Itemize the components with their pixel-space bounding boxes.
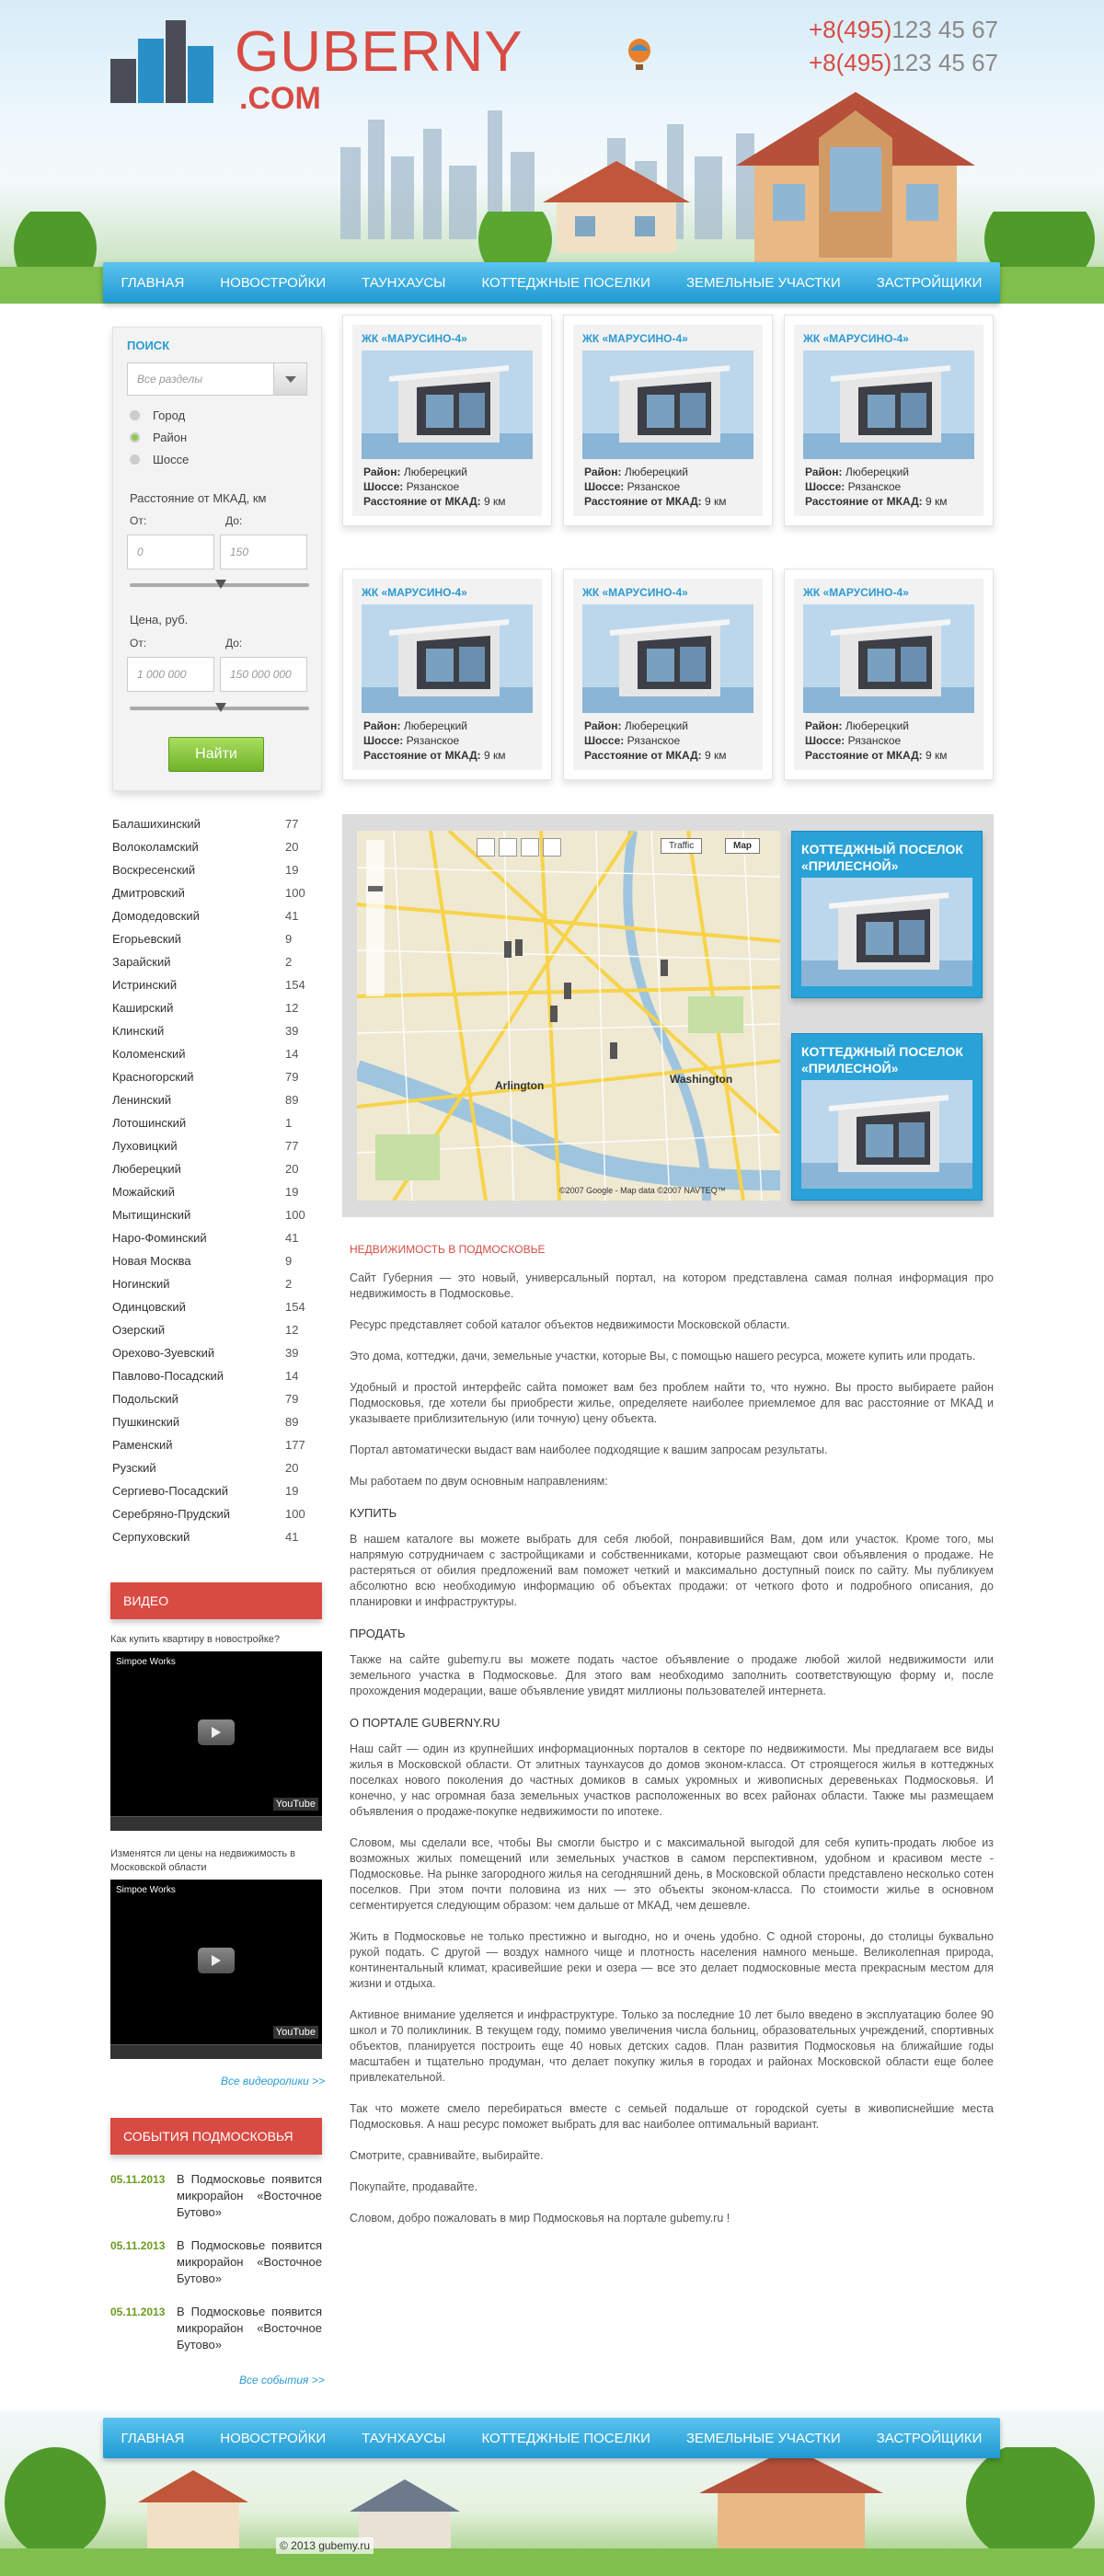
video-channel: Simpoe Works [116,1657,176,1667]
card-body [794,325,983,516]
video-caption[interactable]: Изменятся ли цены на недвижимость в Московской области [110,1848,295,1873]
logo-icon [110,20,216,103]
radio-icon [130,454,140,465]
district-name[interactable]: Красногорский [112,1070,194,1084]
district-row[interactable] [112,1134,313,1157]
map-tools [477,838,561,857]
district-name[interactable]: Дмитровский [112,886,185,900]
paragraph: Удобный и простой интерфейс сайта поможет вам без проблем найти то, что нужно. Вы просто выбираете район Подмосковья, где хотели бы приобрести жилье, определяете наиболее приемлемое для вас расстояние от МКАД и указываете приблизительную (или точную) цену объекта. [350,1381,994,1425]
paragraph: Словом, добро пожаловать в мир Подмосковья на портале gubemy.ru ! [350,2212,730,2225]
district-count: 19 [285,863,299,877]
district-name[interactable]: Подольский [112,1392,178,1406]
card-image[interactable] [362,351,533,459]
card-image[interactable] [362,604,533,713]
district-count: 79 [285,1070,299,1084]
district-count: 100 [285,1507,305,1521]
paragraph: Это дома, коттеджи, дачи, земельные участки, которые Вы, с помощью нашего ресурса, можете купить или продать. [350,1350,976,1363]
price-to-label: До: [225,637,243,650]
video-player[interactable] [110,1651,322,1831]
nav-link-developers[interactable]: ЗАСТРОЙЩИКИ [876,274,983,291]
property-card[interactable] [563,569,773,780]
paragraph: Ресурс представляет собой каталог объектов недвижимости Московской области. [350,1318,790,1331]
property-card[interactable] [563,315,773,526]
nav-link-home[interactable]: ГЛАВНАЯ [121,2430,185,2446]
district-name[interactable]: Пушкинский [112,1415,180,1429]
nav-link-new-buildings[interactable]: НОВОСТРОЙКИ [220,2430,327,2446]
district-row[interactable] [112,881,313,904]
hot-air-balloon-icon [626,39,653,72]
radio-icon [130,410,140,420]
card-body [352,579,542,770]
district-row[interactable] [112,1019,313,1042]
logo-domain: .COM [239,81,321,116]
marker-tool-icon[interactable] [499,838,517,857]
phone-1[interactable]: +8(495)123 45 67 [808,16,998,43]
promo-image [801,878,972,986]
district-name[interactable]: Балашихинский [112,817,201,831]
promo-card[interactable] [791,831,983,998]
district-row[interactable] [112,973,313,996]
district-count: 20 [285,840,299,854]
paragraph: Так что можете смело перебираться вместе с семьей подальше от городской суеты в живописнейшие места Подмосковья. А наш ресурс поможет выбрать для вас наиболее оптимальный вариант. [350,2102,994,2131]
main-nav [103,262,1000,303]
radio-highway[interactable]: Шоссе [130,453,189,466]
footer-houses-illustration [0,2447,1104,2576]
card-info: Район: Люберецкий Шоссе: Рязанское Расстояние от МКАД: 9 км [584,719,727,762]
district-count: 39 [285,1024,299,1038]
nav-link-cottage-villages[interactable]: КОТТЕДЖНЫЕ ПОСЕЛКИ [481,274,650,291]
event-text[interactable]: В Подмосковье появится микрорайон «Восточное Бутово» [177,2305,322,2352]
district-name[interactable]: Серпуховский [112,1530,190,1544]
video-controls[interactable] [110,2044,322,2059]
video-channel: Simpoe Works [116,1885,176,1895]
card-info: Район: Люберецкий Шоссе: Рязанское Расстояние от МКАД: 9 км [363,466,506,508]
map-label: Arlington [495,1079,545,1092]
district-row[interactable] [112,1111,313,1134]
card-info: Район: Люберецкий Шоссе: Рязанское Расстояние от МКАД: 9 км [363,719,506,762]
price-to-input[interactable]: 150 000 000 [220,657,307,692]
district-count: 9 [285,1254,293,1268]
site-logo[interactable] [110,20,523,116]
card-title[interactable]: ЖК «МАРУСИНО-4» [582,332,688,345]
district-name[interactable]: Павлово-Посадский [112,1369,224,1383]
district-count: 12 [285,1323,299,1337]
district-name[interactable]: Озерский [112,1323,166,1337]
district-count: 79 [285,1392,299,1406]
promo-image [801,1080,972,1189]
paragraph: Жить в Подмосковье не только престижно и выгодно, но и очень удобно. С одной стороны, до столицы буквально рукой подать. С другой — воздух намного чище и плотность населения намного меньше. Великолепная природа, континентальный климат, красивейшие реки и озера — все это делает подмосковные места прекрасным местом для жизни и отдыха. [350,1930,994,1990]
video-player[interactable] [110,1880,322,2059]
subheading-sell: ПРОДАТЬ [350,1627,406,1640]
property-card[interactable] [784,315,994,526]
article-heading: НЕДВИЖИМОСТЬ В ПОДМОСКОВЬЕ [350,1243,546,1256]
nav-link-developers[interactable]: ЗАСТРОЙЩИКИ [876,2430,983,2446]
district-row[interactable] [112,1088,313,1111]
district-name[interactable]: Егорьевский [112,932,182,946]
district-count: 14 [285,1369,299,1383]
video-controls[interactable] [110,1816,322,1831]
district-name[interactable]: Рузский [112,1461,156,1475]
paragraph: Словом, мы сделали все, чтобы Вы смогли быстро и с максимальной выгодой для себя купить-продать любое из возможных жилых помещений или земельных участков в самом перспективном, удобном и красивом месте - Подмосковье. На рынке загородного жилья на сегодняшний день, в Московской области представлено несколько сотен поселков. При этом почти половина из них — это объекты эконом-класса. По стоимости жилье в основном сегментируется следующим образом: чем дальше от МКАД, чем дешевле. [350,1836,994,1912]
traffic-button[interactable]: Traffic [661,838,702,854]
district-count: 12 [285,1001,299,1015]
video-caption[interactable]: Как купить квартиру в новостройке? [110,1634,281,1645]
district-name[interactable]: Истринский [112,978,178,992]
event-text[interactable]: В Подмосковье появится микрорайон «Восточное Бутово» [177,2172,322,2219]
district-count: 39 [285,1346,299,1360]
hand-tool-icon[interactable] [477,838,495,857]
district-row[interactable] [112,950,313,973]
district-count: 154 [285,1300,305,1314]
district-name[interactable]: Одинцовский [112,1300,186,1314]
footer-nav [103,2418,1000,2458]
district-row[interactable] [112,835,313,858]
district-row[interactable] [112,1525,313,1548]
paragraph: Сайт Губерния — это новый, универсальный портал, на котором представлена самая полная информация про недвижимость в Подмосковье. [350,1271,994,1300]
card-title[interactable]: ЖК «МАРУСИНО-4» [362,332,467,345]
district-row[interactable] [112,1295,313,1318]
search-title: ПОИСК [127,339,170,352]
district-row[interactable] [112,1042,313,1065]
district-count: 19 [285,1185,299,1199]
district-row[interactable] [112,1065,313,1088]
district-row[interactable] [112,858,313,881]
district-name[interactable]: Клинский [112,1024,165,1038]
district-row[interactable] [112,1180,313,1203]
header-banner [0,0,1104,304]
district-count: 100 [285,886,305,900]
paragraph: Наш сайт — один из крупнейших информационных порталов в секторе по недвижимости. Мы предлагаем все виды жилья в Московской области. От элитных таунхаусов до домов эконом-класса. От строящегося жилья в коттеджных поселках нового поколения до частных домиков в самых укромных и живописных деревеньках Подмосковья. И конечно, у нас огромная база земельных участков расположенных во всех районах области. Также мы размещаем объявления о продаже-покупке недвижимости по ипотеке. [350,1742,994,1818]
nav-link-townhouses[interactable]: ТАУНХАУСЫ [362,274,446,291]
video-section-title: ВИДЕО [110,1582,322,1619]
nav-link-new-buildings[interactable]: НОВОСТРОЙКИ [220,274,327,291]
district-name[interactable]: Домодедовский [112,909,200,923]
price-from-input[interactable]: 1 000 000 [127,657,214,692]
district-name[interactable]: Наро-Фоминский [112,1231,207,1245]
slider-handle[interactable] [215,703,226,712]
district-count: 41 [285,909,299,923]
district-row[interactable] [112,1249,313,1272]
price-slider[interactable] [130,707,309,710]
district-name[interactable]: Ленинский [112,1093,172,1107]
district-name[interactable]: Орехово-Зуевский [112,1346,215,1360]
district-row[interactable] [112,1157,313,1180]
district-name[interactable]: Можайский [112,1185,175,1199]
search-button[interactable]: Найти [168,737,264,772]
phone-2[interactable]: +8(495)123 45 67 [808,49,998,76]
paragraph: В нашем каталоге вы можете выбрать для себя любой, понравившийся Вам, дом или участок. Кроме того, мы напрямую сотрудничаем с застройщиками и собственниками, которые размещают свои объявления о продаже. Не растеряться от обилия предложений вам поможет четкий и максимально доступный поиск по сайту. Мы публикуем абсолютно всю необходимую информацию об объектах продажи: от четкого фото и подробного описания, до планировки и инфраструктуры. [350,1533,994,1608]
district-row[interactable] [112,1341,313,1364]
district-count: 77 [285,817,299,831]
distance-slider[interactable] [130,583,309,587]
district-count: 89 [285,1415,299,1429]
district-count: 41 [285,1231,299,1245]
district-row[interactable] [112,1203,313,1226]
district-name[interactable]: Раменский [112,1438,173,1452]
district-count: 19 [285,1484,299,1498]
district-row[interactable] [112,927,313,950]
district-name[interactable]: Зарайский [112,955,171,969]
search-panel [112,327,322,791]
card-image[interactable] [803,351,974,459]
district-row[interactable] [112,904,313,927]
event-date: 05.11.2013 [110,2239,166,2252]
district-row[interactable] [112,1433,313,1456]
district-row[interactable] [112,1226,313,1249]
events-section-title: СОБЫТИЯ ПОДМОСКОВЬЯ [110,2118,322,2155]
district-row[interactable] [112,1502,313,1525]
distance-from-label: От: [130,514,147,527]
district-row[interactable] [112,996,313,1019]
district-row[interactable] [112,812,313,835]
map-roads [357,831,780,1201]
map-label: Washington [670,1073,733,1086]
card-info: Район: Люберецкий Шоссе: Рязанское Расстояние от МКАД: 9 км [805,466,948,508]
shape-tool-icon[interactable] [543,838,561,857]
district-name[interactable]: Волоколамский [112,840,199,854]
district-name[interactable]: Воскресенский [112,863,196,877]
card-title[interactable]: ЖК «МАРУСИНО-4» [803,332,909,345]
district-row[interactable] [112,1410,313,1433]
map-section [342,814,994,1217]
price-label: Цена, руб. [130,613,189,627]
district-count: 2 [285,955,293,969]
copyright: © 2013 gubemy.ru [276,2537,374,2554]
card-body [573,579,763,770]
property-card[interactable] [342,569,552,780]
district-name[interactable]: Мытищинский [112,1208,191,1222]
card-body [573,325,763,516]
card-image[interactable] [803,604,974,713]
radio-city[interactable]: Город [130,408,185,422]
district-count: 14 [285,1047,299,1061]
promo-card[interactable] [791,1033,983,1201]
distance-to-input[interactable]: 150 [220,535,307,569]
district-name[interactable]: Серебряно-Прудский [112,1507,231,1521]
card-title[interactable]: ЖК «МАРУСИНО-4» [803,586,909,599]
card-info: Район: Люберецкий Шоссе: Рязанское Расстояние от МКАД: 9 км [584,466,727,508]
radio-checked-icon [130,432,140,443]
district-count: 89 [285,1093,299,1107]
youtube-logo: YouTube [273,1798,318,1811]
card-body [794,579,983,770]
card-image[interactable] [582,604,753,713]
district-count: 154 [285,978,305,992]
logo-title: GUBERNY [235,20,523,84]
district-count: 100 [285,1208,305,1222]
district-name[interactable]: Люберецкий [112,1162,181,1176]
play-icon[interactable] [198,1948,235,1973]
price-from-label: От: [130,637,147,650]
district-name[interactable]: Лотошинский [112,1116,187,1130]
all-videos-link[interactable]: Все видеоролики >> [221,2075,326,2087]
card-info: Район: Люберецкий Шоссе: Рязанское Расстояние от МКАД: 9 км [805,719,948,762]
section-select[interactable] [127,362,307,396]
slider-handle[interactable] [215,580,226,589]
property-card[interactable] [784,569,994,780]
nav-link-cottage-villages[interactable]: КОТТЕДЖНЫЕ ПОСЕЛКИ [481,2430,650,2446]
district-name[interactable]: Новая Москва [112,1254,191,1268]
distance-to-label: До: [225,514,243,527]
line-tool-icon[interactable] [521,838,539,857]
nav-link-land-plots[interactable]: ЗЕМЕЛЬНЫЕ УЧАСТКИ [685,2430,841,2446]
card-title[interactable]: ЖК «МАРУСИНО-4» [582,586,688,599]
district-count: 1 [285,1116,293,1130]
district-count: 77 [285,1139,299,1153]
subheading-buy: КУПИТЬ [350,1506,397,1520]
promo-title: КОТТЕДЖНЫЙ ПОСЕЛОК «ПРИЛЕСНОЙ» [801,1044,963,1075]
card-body [352,325,542,516]
district-count: 41 [285,1530,299,1544]
radio-district[interactable]: Район [130,431,187,444]
paragraph: Активное внимание уделяется и инфраструктуре. Только за последние 10 лет было введено в эксплуатацию более 90 школ и 70 поликлиник. В текущем году, помимо увеличения числа больниц, образовательных учреждений, спортивных объектов, планируется построить еще 40 новых детских садов. План развития Подмосковья на ближайшие годы масштабен и тщательно продуман, что делает покупку жилья в городах и районах Московской области еще более привлекательной. [350,2008,994,2084]
district-row[interactable] [112,1479,313,1502]
district-row[interactable] [112,1364,313,1387]
district-row[interactable] [112,1318,313,1341]
district-row[interactable] [112,1272,313,1295]
play-icon[interactable] [198,1719,235,1745]
district-count: 2 [285,1277,293,1291]
all-events-link[interactable]: Все события >> [239,2374,325,2386]
map-type-button[interactable]: Map [725,838,760,854]
subheading-about: О ПОРТАЛЕ GUBERNY.RU [350,1716,500,1730]
district-list [112,812,313,1548]
card-title[interactable]: ЖК «МАРУСИНО-4» [362,586,467,599]
property-card[interactable] [342,315,552,526]
event-date: 05.11.2013 [110,2173,166,2186]
paragraph: Покупайте, продавайте. [350,2180,478,2193]
district-name[interactable]: Ногинский [112,1277,170,1291]
nav-link-townhouses[interactable]: ТАУНХАУСЫ [362,2430,446,2446]
district-row[interactable] [112,1456,313,1479]
district-count: 177 [285,1438,305,1452]
youtube-logo: YouTube [273,2026,318,2039]
promo-title: КОТТЕДЖНЫЙ ПОСЕЛОК «ПРИЛЕСНОЙ» [801,842,963,873]
interactive-map[interactable] [357,831,780,1201]
phone-numbers [809,13,998,79]
paragraph: Смотрите, сравнивайте, выбирайте. [350,2149,544,2162]
paragraph: Мы работаем по двум основным направлениям: [350,1475,608,1488]
district-name[interactable]: Луховицкий [112,1139,178,1153]
district-count: 9 [285,932,293,946]
distance-from-input[interactable]: 0 [127,535,214,569]
district-name[interactable]: Сергиево-Посадский [112,1484,229,1498]
distance-label: Расстояние от МКАД, км [130,491,267,505]
paragraph: Портал автоматически выдаст вам наиболее подходящие к вашим запросам результаты. [350,1443,828,1456]
district-count: 20 [285,1162,299,1176]
article [350,1242,994,2242]
nav-link-home[interactable]: ГЛАВНАЯ [121,274,185,291]
card-image[interactable] [582,351,753,459]
district-name[interactable]: Коломенский [112,1047,186,1061]
event-text[interactable]: В Подмосковье появится микрорайон «Восточное Бутово» [177,2238,322,2285]
district-name[interactable]: Каширский [112,1001,174,1015]
paragraph: Также на сайте gubemy.ru вы можете подать частое объявление о продаже любой жилой недвижимости или земельного участка в Подмосковье. Для этого вам необходимо заполнить соответствующую форму и, после прохождения модерации, ваше объявление увидят миллионы пользователей интернета. [350,1653,994,1697]
district-count: 20 [285,1461,299,1475]
map-attribution: ©2007 Google - Map data ©2007 NAVTEQ™ [559,1186,726,1195]
nav-link-land-plots[interactable]: ЗЕМЕЛЬНЫЕ УЧАСТКИ [685,274,841,291]
district-row[interactable] [112,1387,313,1410]
event-date: 05.11.2013 [110,2306,166,2318]
section-select-value: Все разделы [137,373,203,385]
chevron-down-icon[interactable] [273,363,306,395]
